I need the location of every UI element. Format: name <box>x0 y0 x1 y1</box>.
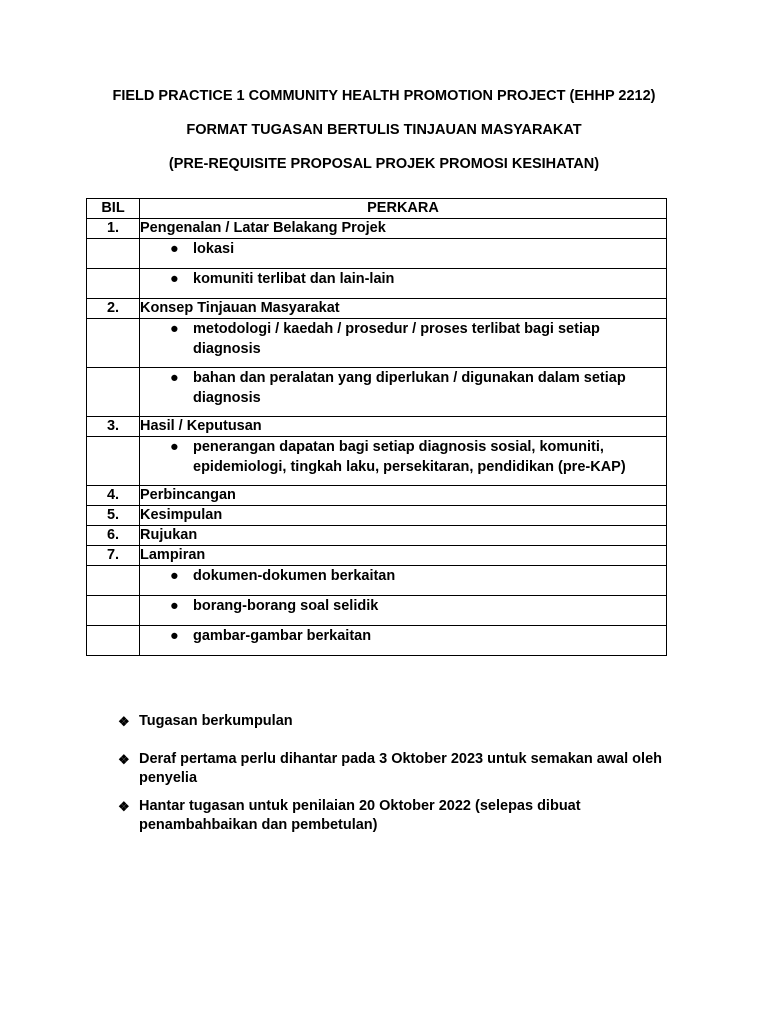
table-row <box>87 506 667 526</box>
row-number: 2. <box>87 299 140 319</box>
bullet-text: metodologi / kaedah / prosedur / proses terlibat bagi setiap diagnosis <box>193 321 600 357</box>
bullet-icon: ● <box>170 568 179 584</box>
table-row <box>87 319 667 368</box>
diamond-bullet-icon: ❖ <box>118 752 130 767</box>
bullet-icon: ● <box>170 439 179 455</box>
row-title: Kesimpulan <box>140 506 667 526</box>
bullet-text: borang-borang soal selidik <box>193 598 379 614</box>
document-title-block <box>0 88 768 190</box>
document-subtitle-note: (PRE-REQUISITE PROPOSAL PROJEK PROMOSI KESIHATAN) <box>168 156 600 172</box>
row-title: Pengenalan / Latar Belakang Projek <box>140 219 667 239</box>
bullet-text: komuniti terlibat dan lain-lain <box>193 271 395 287</box>
table-row <box>87 219 667 239</box>
bullet-icon: ● <box>170 241 179 257</box>
diamond-bullet-icon: ❖ <box>118 799 130 814</box>
table-row <box>87 299 667 319</box>
header-perkara: PERKARA <box>140 199 667 219</box>
bullet-icon: ● <box>170 271 179 287</box>
table-row <box>87 526 667 546</box>
table-row <box>87 269 667 299</box>
table-row <box>87 417 667 437</box>
note-item <box>118 712 678 731</box>
row-number: 5. <box>87 506 140 526</box>
table-header-row <box>87 199 667 219</box>
note-text: Hantar tugasan untuk penilaian 20 Oktober 2022 (selepas dibuat penambahbaikan dan pembetulan) <box>139 798 581 833</box>
table-row <box>87 437 667 486</box>
row-number: 4. <box>87 486 140 506</box>
note-text: Deraf pertama perlu dihantar pada 3 Oktober 2023 untuk semakan awal oleh penyelia <box>139 751 662 786</box>
note-item <box>118 750 678 788</box>
table-row <box>87 368 667 417</box>
bullet-text: bahan dan peralatan yang diperlukan / digunakan dalam setiap diagnosis <box>193 370 626 406</box>
bullet-text: penerangan dapatan bagi setiap diagnosis sosial, komuniti, epidemiologi, tingkah laku, persekitaran, pendidikan (pre-KAP) <box>193 439 626 475</box>
document-title: FIELD PRACTICE 1 COMMUNITY HEALTH PROMOTION PROJECT (EHHP 2212) <box>112 88 656 104</box>
row-title: Konsep Tinjauan Masyarakat <box>140 299 667 319</box>
bullet-icon: ● <box>170 628 179 644</box>
row-title: Perbincangan <box>140 486 667 506</box>
row-title: Lampiran <box>140 546 667 566</box>
row-title: Rujukan <box>140 526 667 546</box>
diamond-bullet-icon: ❖ <box>118 714 130 729</box>
table-row <box>87 239 667 269</box>
bullet-text: dokumen-dokumen berkaitan <box>193 568 396 584</box>
table-row <box>87 546 667 566</box>
notes-list <box>118 712 678 835</box>
row-number: 3. <box>87 417 140 437</box>
note-text: Tugasan berkumpulan <box>139 713 293 729</box>
table-row <box>87 486 667 506</box>
bullet-text: lokasi <box>193 241 235 257</box>
header-bil: BIL <box>87 199 140 219</box>
document-subtitle: FORMAT TUGASAN BERTULIS TINJAUAN MASYARAKAT <box>186 122 582 138</box>
row-number: 6. <box>87 526 140 546</box>
table-row <box>87 626 667 656</box>
bullet-icon: ● <box>170 321 179 337</box>
note-item <box>118 797 678 835</box>
row-number: 7. <box>87 546 140 566</box>
row-number: 1. <box>87 219 140 239</box>
bullet-text: gambar-gambar berkaitan <box>193 628 372 644</box>
row-title: Hasil / Keputusan <box>140 417 667 437</box>
bullet-icon: ● <box>170 598 179 614</box>
table-row <box>87 566 667 596</box>
assignment-format-table <box>86 198 667 656</box>
table-row <box>87 596 667 626</box>
bullet-icon: ● <box>170 370 179 386</box>
